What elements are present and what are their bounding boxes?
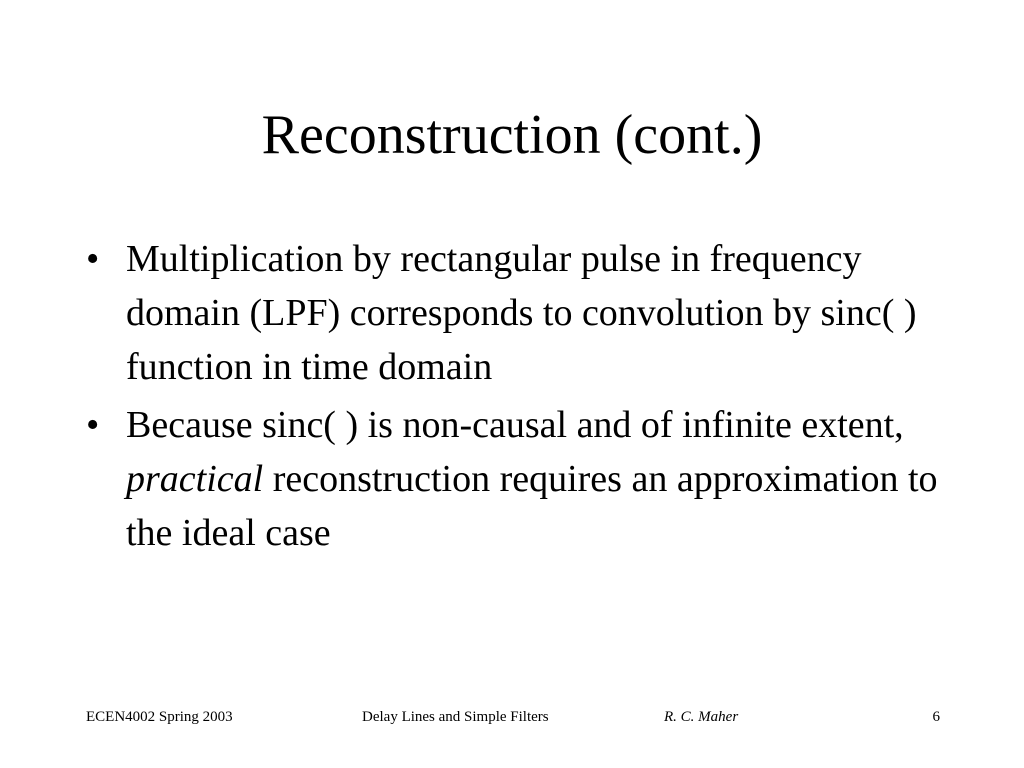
footer-topic: Delay Lines and Simple Filters — [362, 709, 549, 725]
bullet-text-part: Because sinc( ) is non-causal and of infinite extent, — [126, 404, 904, 446]
footer-course: ECEN4002 Spring 2003 — [86, 709, 233, 725]
bullet-item — [84, 398, 944, 560]
bullet-text-emphasis: practical — [126, 458, 264, 500]
slide-title: Reconstruction (cont.) — [261, 104, 763, 166]
bullet-text-part: reconstruction requires an approximation to the ideal case — [126, 458, 938, 554]
bullet-icon: • — [86, 404, 100, 446]
page-number: 6 — [932, 709, 940, 725]
footer-author: R. C. Maher — [664, 709, 739, 725]
bullet-icon: • — [86, 238, 100, 280]
bullet-list — [84, 232, 944, 564]
bullet-item — [84, 232, 944, 394]
bullet-text: Multiplication by rectangular pulse in frequency domain (LPF) corresponds to convolution by sinc( ) function in time domain — [126, 238, 917, 388]
